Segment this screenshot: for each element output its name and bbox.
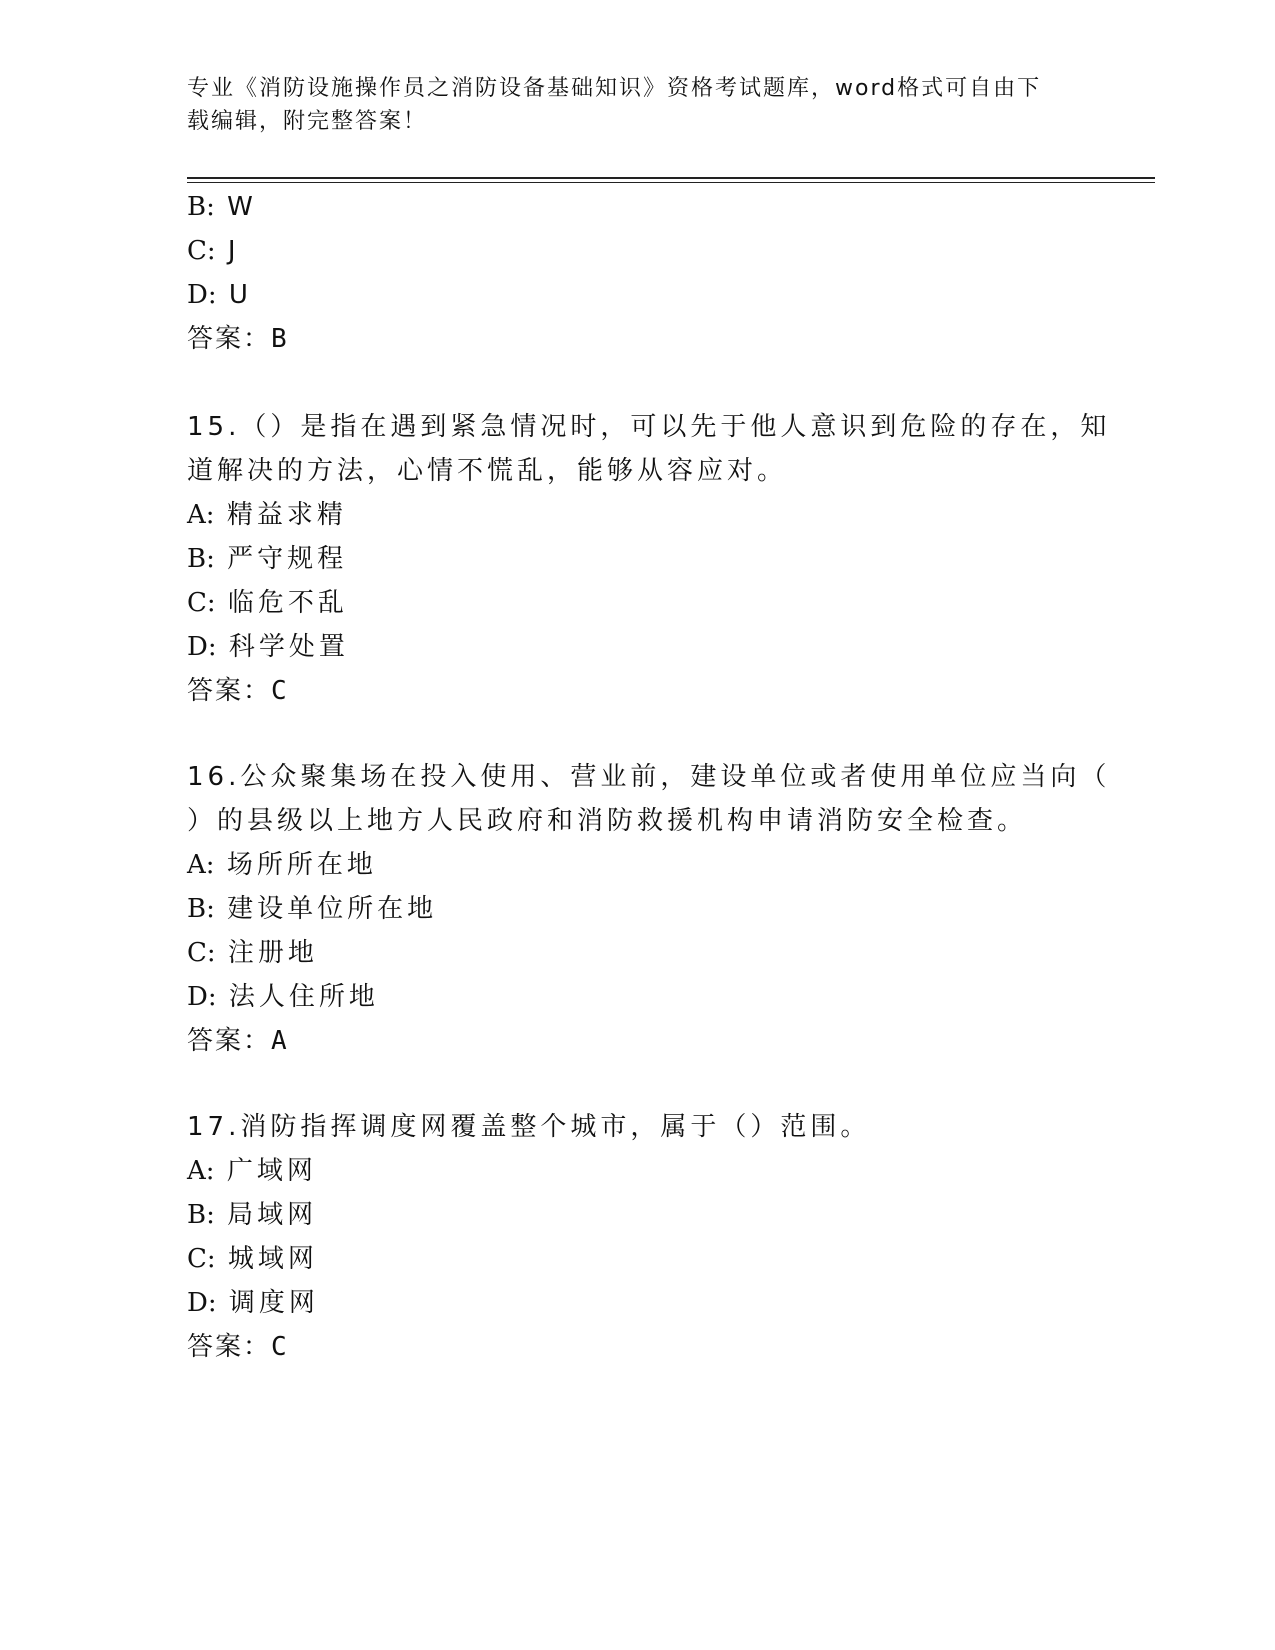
answer-value: C [271,676,287,706]
answer-line [187,322,287,356]
option-text: 法人住所地 [228,982,379,1012]
option-b [187,190,257,224]
option-text: J [227,236,240,266]
question-16-stem-line-2: ）的县级以上地方人民政府和消防救援机构申请消防安全检查。 [187,806,1028,836]
option-b [187,1198,317,1232]
option-c [187,936,318,970]
question-17-stem-line-1: 17.消防指挥调度网覆盖整个城市，属于（）范围。 [187,1112,871,1142]
option-text: 场所所在地 [226,850,377,880]
answer-label: 答案： [187,1026,272,1056]
answer-label: 答案： [187,324,272,354]
option-text: 临危不乱 [227,588,348,618]
option-letter: A: [187,1156,215,1186]
option-d [187,278,252,312]
header-divider [187,177,1155,183]
option-letter: D: [187,982,217,1012]
page-header [187,72,1087,138]
option-text: 局域网 [227,1200,318,1230]
question-16-stem-line-1: 16.公众聚集场在投入使用、营业前，建设单位或者使用单位应当向（ [187,762,1111,792]
option-letter: B: [187,1200,215,1230]
option-letter: C: [187,1244,216,1274]
option-a [187,848,377,882]
option-c [187,586,348,620]
option-text: 注册地 [227,938,318,968]
option-a [187,498,347,532]
option-a [187,1154,317,1188]
option-text: 严守规程 [227,544,348,574]
header-line-1: 专业《消防设施操作员之消防设备基础知识》资格考试题库，word格式可自由下 [187,76,1042,101]
answer-label: 答案： [187,676,272,706]
header-line-2: 载编辑，附完整答案！ [187,109,428,134]
question-15-stem-line-1: 15.（）是指在遇到紧急情况时，可以先于他人意识到危险的存在，知 [187,412,1111,442]
option-letter: C: [187,236,216,266]
option-text: 调度网 [228,1288,319,1318]
option-letter: B: [187,894,215,924]
option-letter: C: [187,588,216,618]
option-text: 精益求精 [226,500,347,530]
option-text: U [228,280,252,310]
option-b [187,542,347,576]
option-letter: B: [187,544,215,574]
option-letter: C: [187,938,216,968]
option-b [187,892,437,926]
option-d [187,630,349,664]
question-15-stem-line-2: 道解决的方法，心情不慌乱，能够从容应对。 [187,456,788,486]
answer-line [187,1024,287,1058]
option-letter: D: [187,1288,217,1318]
option-letter: A: [187,850,215,880]
option-text: 广域网 [226,1156,317,1186]
option-letter: B: [187,192,215,222]
option-d [187,980,379,1014]
option-letter: D: [187,280,217,310]
option-c [187,234,240,268]
answer-line [187,674,287,708]
option-text: 城域网 [227,1244,318,1274]
option-text: W [227,192,257,222]
option-c [187,1242,318,1276]
option-d [187,1286,319,1320]
option-text: 建设单位所在地 [227,894,438,924]
option-letter: A: [187,500,215,530]
option-text: 科学处置 [228,632,349,662]
answer-value: B [271,324,287,354]
answer-value: C [271,1332,287,1362]
answer-line [187,1330,287,1364]
answer-label: 答案： [187,1332,272,1362]
answer-value: A [271,1026,287,1056]
option-letter: D: [187,632,217,662]
